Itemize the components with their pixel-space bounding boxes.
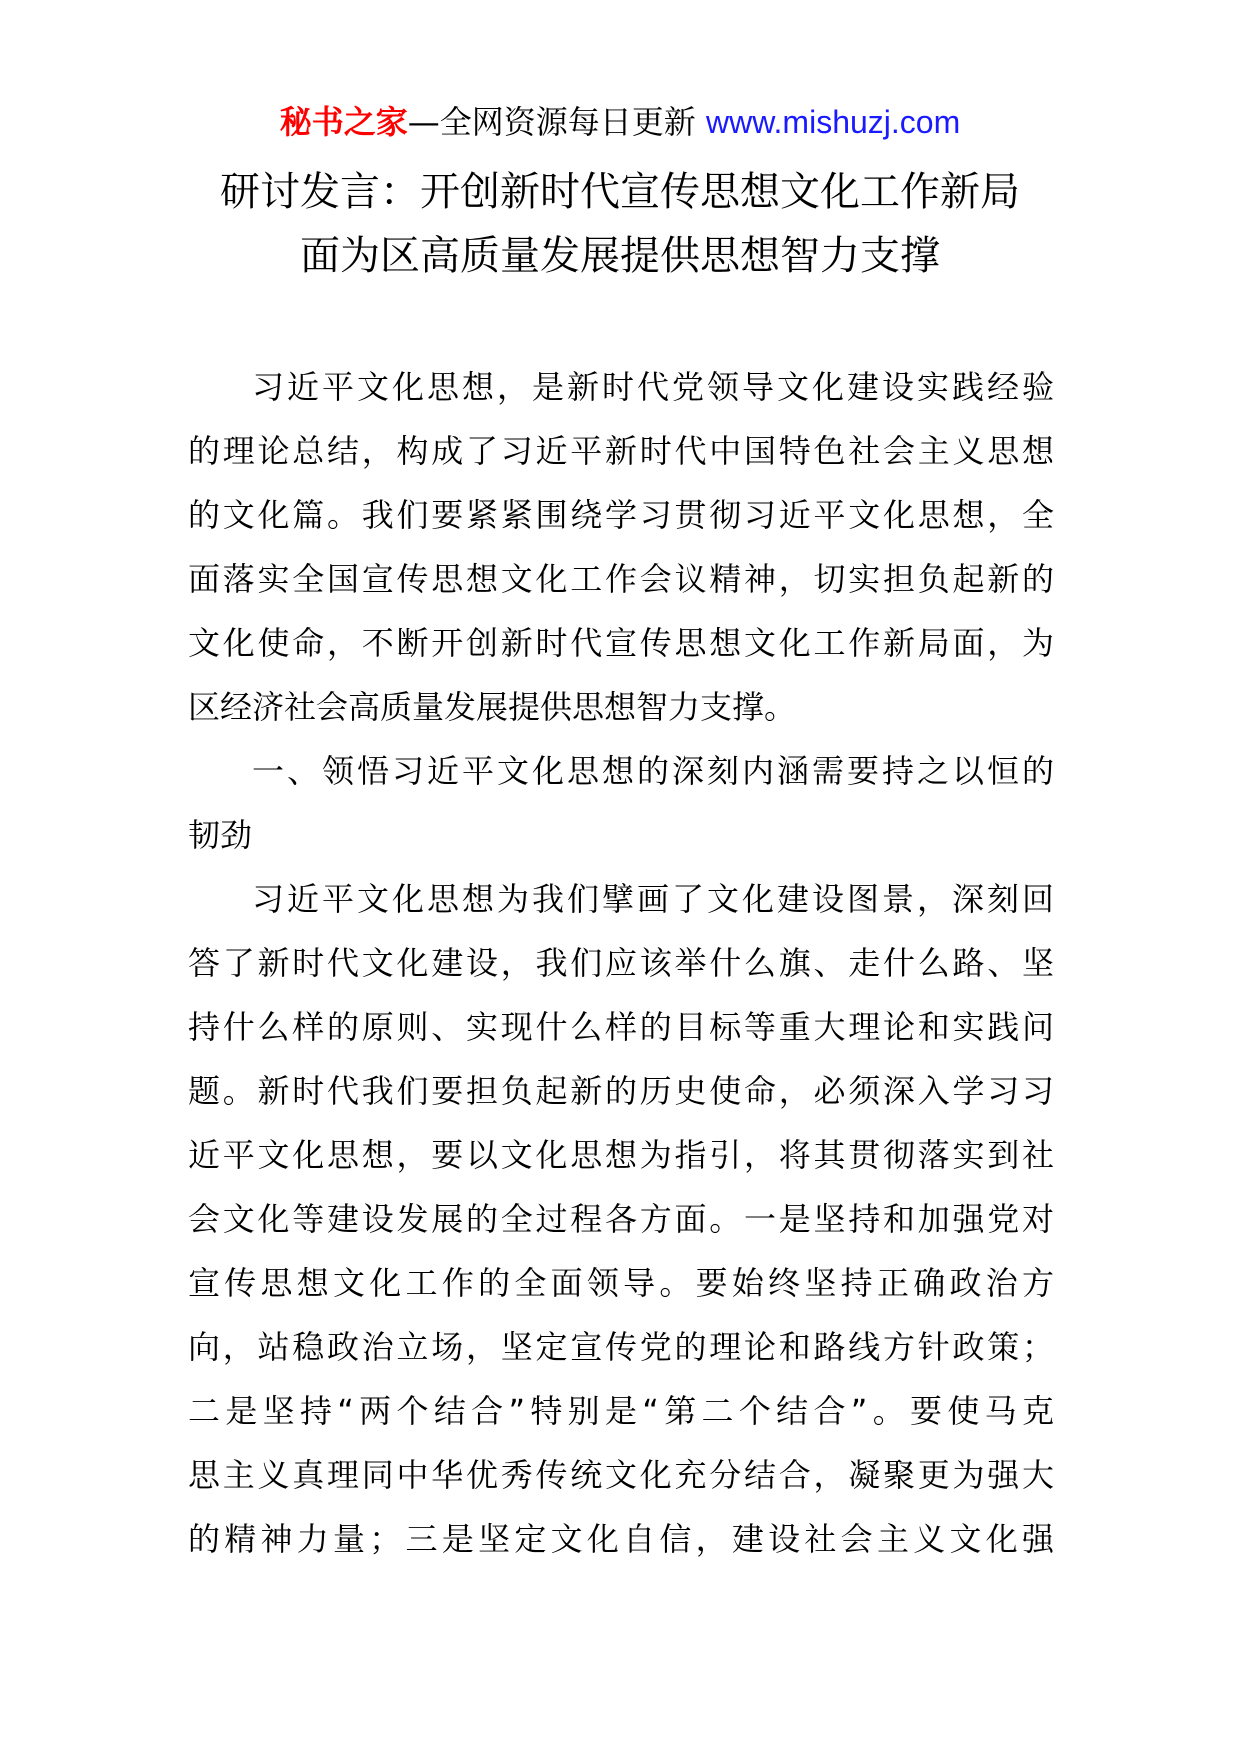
body-line: 的文化篇。我们要紧紧围绕学习贯彻习近平文化思想，全 [188, 496, 1054, 534]
site-brand: 秘书之家 [279, 103, 408, 141]
body-line: 的精神力量；三是坚定文化自信，建设社会主义文化强 [188, 1520, 1054, 1558]
body-line: 近平文化思想，要以文化思想为指引，将其贯彻落实到社 [188, 1136, 1054, 1174]
document-body [188, 355, 1054, 1571]
body-line: 的理论总结，构成了习近平新时代中国特色社会主义思想 [188, 432, 1054, 470]
body-line: 习近平文化思想为我们擘画了文化建设图景，深刻回 [252, 880, 1054, 918]
body-line: 面落实全国宣传思想文化工作会议精神，切实担负起新的 [188, 560, 1054, 598]
body-line: 宣传思想文化工作的全面领导。要始终坚持正确政治方 [188, 1264, 1054, 1302]
body-line: 题。新时代我们要担负起新的历史使命，必须深入学习习 [188, 1072, 1054, 1110]
section-heading-line: 韧劲 [188, 816, 253, 854]
body-line: 习近平文化思想，是新时代党领导文化建设实践经验 [252, 368, 1054, 406]
body-line: 区经济社会高质量发展提供思想智力支撑。 [188, 688, 797, 726]
body-line: 思主义真理同中华优秀传统文化充分结合，凝聚更为强大 [188, 1456, 1054, 1494]
body-line: 文化使命，不断开创新时代宣传思想文化工作新局面，为 [188, 624, 1054, 662]
section-heading-line: 一、领悟习近平文化思想的深刻内涵需要持之以恒的 [252, 752, 1054, 790]
document-title [150, 160, 1090, 288]
site-url-link[interactable]: www.mishuzj.com [705, 104, 961, 140]
site-tagline: —全网资源每日更新 [407, 103, 696, 141]
title-line-2: 面为区高质量发展提供思想智力支撑 [300, 233, 940, 279]
site-header [0, 96, 1240, 148]
body-line: 会文化等建设发展的全过程各方面。一是坚持和加强党对 [188, 1200, 1054, 1238]
body-line: 持什么样的原则、实现什么样的目标等重大理论和实践问 [188, 1008, 1054, 1046]
body-line: 二是坚持“两个结合”特别是“第二个结合”。要使马克 [188, 1392, 1054, 1430]
title-line-1: 研讨发言：开创新时代宣传思想文化工作新局 [220, 169, 1020, 215]
body-line: 答了新时代文化建设，我们应该举什么旗、走什么路、坚 [188, 944, 1054, 982]
body-line: 向，站稳政治立场，坚定宣传党的理论和路线方针政策； [188, 1328, 1054, 1366]
